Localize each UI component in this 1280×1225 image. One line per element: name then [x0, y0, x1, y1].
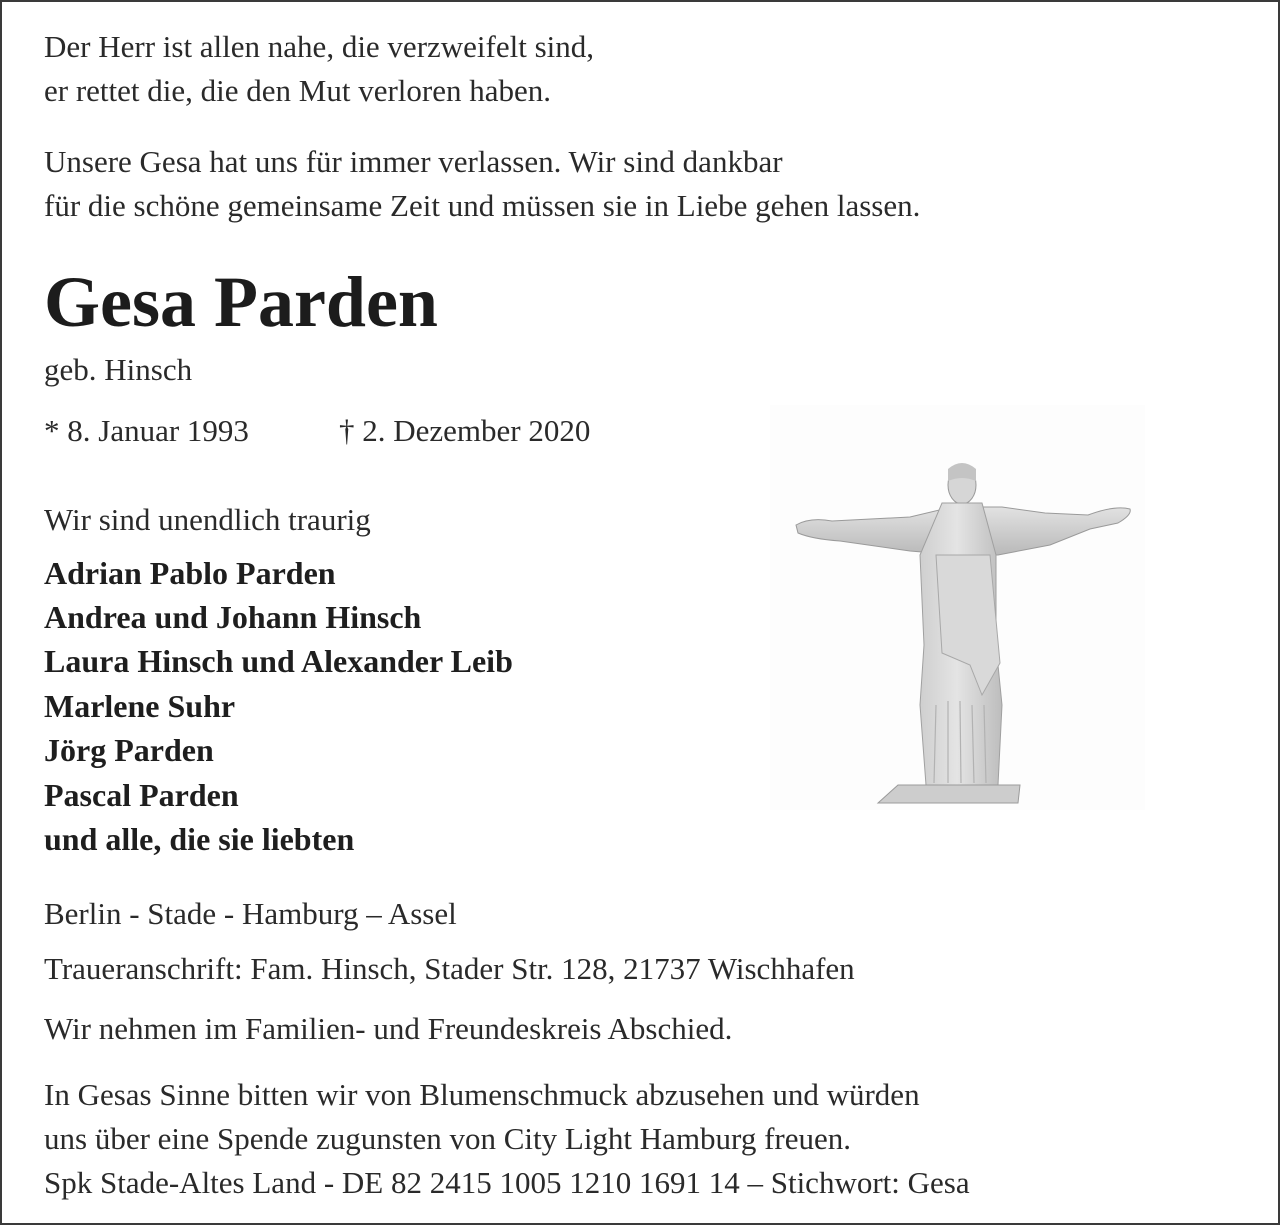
mourner-name: Pascal Parden	[44, 777, 239, 813]
intro-line-1: Unsere Gesa hat uns für immer verlassen. Wir sind dankbar	[44, 144, 783, 179]
birth-name: geb. Hinsch	[44, 352, 193, 387]
deceased-name: Gesa Parden	[44, 262, 438, 342]
mourner-name: Marlene Suhr	[44, 688, 236, 724]
mourner-name: Laura Hinsch und Alexander Leib	[44, 643, 513, 679]
mourner-name: Jörg Parden	[44, 732, 214, 768]
death-date: † 2. Dezember 2020	[339, 413, 591, 448]
verse-line-1: Der Herr ist allen nahe, die verzweifelt sind,	[44, 29, 595, 64]
mourning-line: Wir sind unendlich traurig	[44, 502, 371, 537]
christ-statue-image	[770, 405, 1145, 810]
donation-line-1: In Gesas Sinne bitten wir von Blumenschmuck abzusehen und würden	[44, 1077, 920, 1112]
intro-line-2: für die schöne gemeinsame Zeit und müssen sie in Liebe gehen lassen.	[44, 188, 921, 223]
mourner-closing: und alle, die sie liebten	[44, 821, 355, 857]
birth-date: * 8. Januar 1993	[44, 413, 249, 448]
mourning-address: Traueranschrift: Fam. Hinsch, Stader Str. 128, 21737 Wischhafen	[44, 951, 855, 986]
places: Berlin - Stade - Hamburg – Assel	[44, 896, 457, 931]
verse-line-2: er rettet die, die den Mut verloren haben.	[44, 73, 551, 108]
mourner-name: Andrea und Johann Hinsch	[44, 599, 422, 635]
mourner-name: Adrian Pablo Parden	[44, 555, 336, 591]
farewell-note: Wir nehmen im Familien- und Freundeskreis Abschied.	[44, 1011, 733, 1046]
donation-line-2: uns über eine Spende zugunsten von City Light Hamburg freuen.	[44, 1121, 851, 1156]
donation-line-3: Spk Stade-Altes Land - DE 82 2415 1005 1210 1691 14 – Stichwort: Gesa	[44, 1165, 970, 1200]
